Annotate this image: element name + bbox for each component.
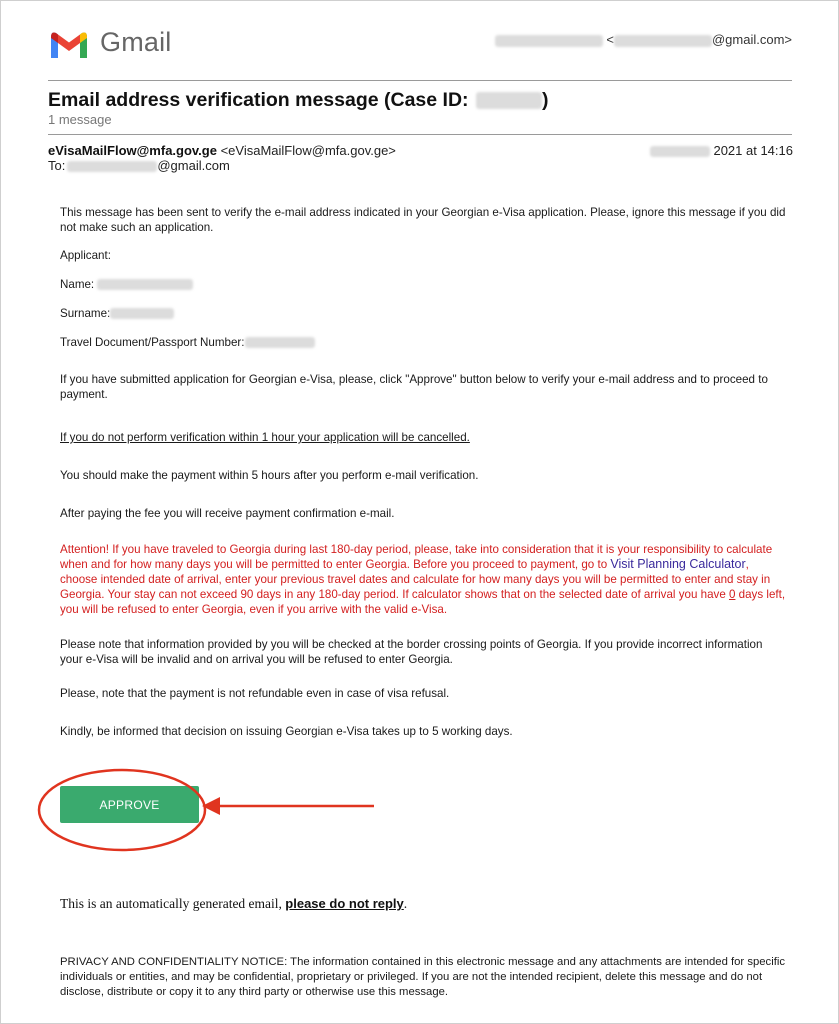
subject-close: ) [541,89,549,111]
border-note-paragraph: Please note that information provided by you will be checked at the border crossing points of Georgia. If you provide incorrect information your e-Visa will be invalid and on arrival you will be refused to enter Georgia. [60,638,763,666]
thread-subject [48,89,548,112]
privacy-notice: PRIVACY AND CONFIDENTIALITY NOTICE: The information contained in this electronic message and any attachments are intended for specific individuals or entities, and may be confidential, proprietary or privileged. If you are not the intended recipient, delete this message and do not disclose, distribute or copy it to any third party or otherwise use this message. [60,956,785,998]
subject-divider [48,134,792,135]
message-date [650,143,793,158]
date-text: 2021 at 14:16 [713,143,793,158]
message-count: 1 message [48,112,112,127]
gmail-header [48,24,792,64]
header-divider [48,80,792,81]
attention-text-3: days left, you will be refused to enter Georgia, even if you arrive with the valid e-Visa. [60,588,786,616]
gmail-logo[interactable] [48,24,178,60]
redacted-account-email [614,35,712,47]
visit-planning-calculator-link[interactable]: Visit Planning Calculator [610,557,746,571]
sender-address: <eVisaMailFlow@mfa.gov.ge> [220,143,396,158]
recipient-line [48,158,230,173]
payment-window-paragraph: You should make the payment within 5 hours after you perform e-mail verification. [60,469,479,482]
applicant-label: Applicant: [60,249,111,262]
name-row [60,277,786,292]
refund-note-paragraph: Please, note that the payment is not refundable even in case of visa refusal. [60,687,450,700]
surname-label: Surname: [60,307,111,320]
auto-end: . [403,896,408,911]
redacted-account-name [495,35,603,47]
gmail-wordmark: Gmail [100,27,172,57]
passport-label: Travel Document/Passport Number: [60,336,245,349]
confirmation-paragraph: After paying the fee you will receive payment confirmation e-mail. [60,507,395,520]
annotation-circle [36,767,208,853]
passport-row [60,335,786,350]
account-bracket: < [606,32,614,47]
do-not-reply-text: please do not reply [285,896,404,911]
surname-row [60,306,786,321]
submitted-paragraph: If you have submitted application for Georgian e-Visa, please, click "Approve" button below to verify your e-mail address and to proceed to payment. [60,373,768,401]
gmail-m-logo-icon [48,28,90,60]
redacted-case-id [476,92,542,109]
subject-text: Email address verification message (Case ID: [48,89,469,111]
redacted-date [650,146,710,157]
redacted-passport [245,337,315,348]
redacted-name [97,279,193,290]
intro-paragraph: This message has been sent to verify the e-mail address indicated in your Georgian e-Visa application. Please, ignore this message if you did not make such an application. [60,206,786,234]
sender-name: eVisaMailFlow@mfa.gov.ge [48,143,217,158]
approve-button[interactable]: APPROVE [60,786,199,823]
attention-text-1: Attention! If you have traveled to Georgia during last 180-day period, please, take into consideration that it is your responsibility to calculate when and for how many days you will be permitted to enter Georgia. Before you proceed to payment, go to [60,543,773,571]
to-label: To: [48,158,66,173]
account-email-suffix: @gmail.com> [711,32,792,47]
attention-zero: 0 [728,588,736,601]
attention-paragraph [60,542,786,617]
auto-text: This is an automatically generated email, [60,896,286,911]
redacted-surname [110,308,174,319]
redacted-recipient [67,161,157,172]
account-info [495,32,792,47]
sender-line [48,143,396,158]
name-label: Name: [60,278,95,291]
recipient-suffix: @gmail.com [157,158,230,173]
deadline-paragraph: If you do not perform verification within 1 hour your application will be cancelled. [60,431,470,444]
annotation-arrow-icon [198,792,378,820]
auto-generated-notice [60,896,407,912]
attention-text-2: , choose intended date of arrival, enter your previous travel dates and calculate for how many days you will be permitted to enter and stay in Georgia. Your stay can not exceed 90 days in any 180-day period. If calculator shows that on the selected date of arrival you have [60,558,771,601]
decision-note-paragraph: Kindly, be informed that decision on issuing Georgian e-Visa takes up to 5 working days. [60,725,513,738]
